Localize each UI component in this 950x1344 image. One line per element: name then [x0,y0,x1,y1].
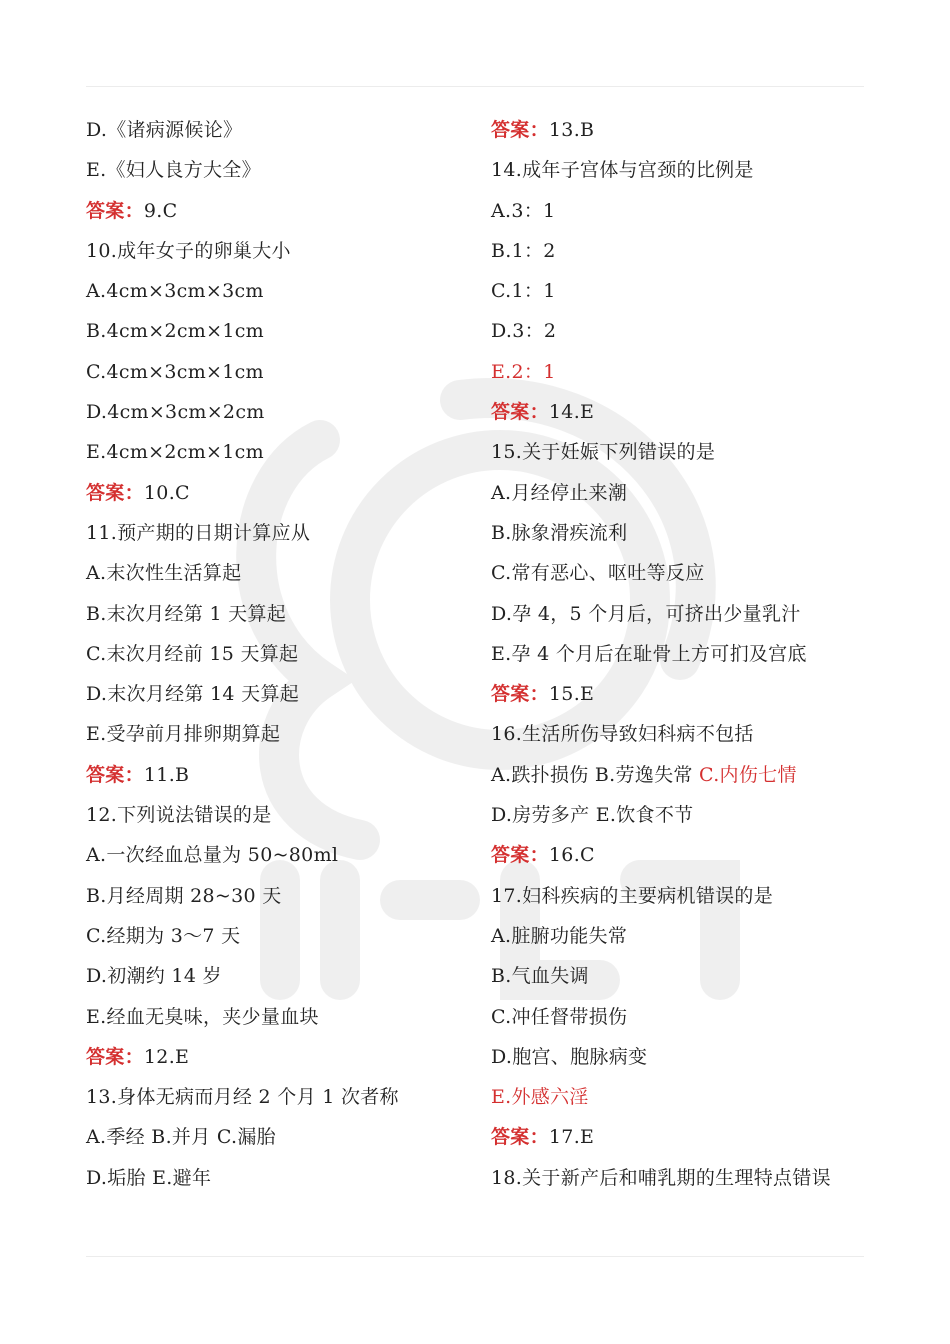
line-text: A.季经 B.并月 C.漏胎 [86,1126,276,1149]
question-line [86,1077,486,1117]
answer-value: 13.B [548,119,595,141]
bottom-divider [86,1256,864,1257]
line-text: B.脉象滑疾流利 [491,521,628,544]
question-line [491,352,871,392]
question-line [86,1117,486,1157]
line-text: D.3：2 [491,320,557,343]
question-line [491,795,871,835]
answer-label: 答案 [86,199,125,222]
line-text: A.末次性生活算起 [86,562,242,585]
line-text: D.4cm×3cm×2cm [86,401,265,424]
question-line [86,432,486,472]
line-text: D.初潮约 14 岁 [86,965,222,988]
question-line [491,956,871,996]
question-line [491,432,871,472]
question-line [86,674,486,714]
question-line [86,835,486,875]
answer-line [86,755,486,795]
line-text: B.1：2 [491,239,556,262]
left-column [86,110,486,1198]
line-text: 10.成年女子的卵巢大小 [86,239,291,262]
line-text: C.4cm×3cm×1cm [86,360,264,383]
answer-value: 16.C [548,844,595,867]
line-text: D.末次月经第 14 天算起 [86,683,300,706]
question-line [491,473,871,513]
answer-separator: ： [124,1045,144,1068]
correct-option-text: E.外感六淫 [491,1086,589,1109]
question-line [86,392,486,432]
answer-value: 17.E [548,1126,595,1149]
answer-label: 答案 [491,1126,530,1149]
correct-option-text: E.2：1 [491,360,556,383]
answer-label: 答案 [491,683,530,706]
line-text: B.末次月经第 1 天算起 [86,602,287,625]
line-text: A.4cm×3cm×3cm [86,280,264,303]
correct-option-text: C.内伤七情 [699,763,797,786]
question-line [491,513,871,553]
question-line [491,311,871,351]
answer-label: 答案 [491,119,530,141]
answer-line [491,392,871,432]
top-divider [86,86,864,87]
answer-separator: ： [124,481,144,504]
option-text: A.跌扑损伤 B.劳逸失常 [491,763,700,786]
question-line [491,150,871,190]
question-line [86,271,486,311]
line-text: C.常有恶心、呕吐等反应 [491,562,705,585]
line-text: 17.妇科疾病的主要病机错误的是 [491,884,774,907]
question-line [491,1077,871,1117]
line-text: 14.成年子宫体与宫颈的比例是 [491,159,754,182]
line-text: E.《妇人良方大全》 [86,159,261,182]
question-line [491,1158,871,1198]
line-text: B.气血失调 [491,965,589,988]
answer-value: 15.E [548,683,595,706]
answer-value: 9.C [143,199,178,222]
question-line [86,513,486,553]
answer-line [86,1037,486,1077]
answer-line [491,1117,871,1157]
line-text: E.4cm×2cm×1cm [86,441,264,464]
question-line [491,997,871,1037]
answer-line [86,473,486,513]
question-line [86,553,486,593]
line-text: E.经血无臭味，夹少量血块 [86,1005,319,1028]
question-line [86,150,486,190]
answer-label: 答案 [491,401,530,424]
line-text: 18.关于新产后和哺乳期的生理特点错误 [491,1166,831,1189]
line-text: D.房劳多产 E.饮食不节 [491,804,694,827]
question-line [86,997,486,1037]
line-text: C.末次月经前 15 天算起 [86,642,299,665]
answer-separator: ： [529,1126,549,1149]
line-text: 13.身体无病而月经 2 个月 1 次者称 [86,1086,399,1109]
line-text: D.胞宫、胞脉病变 [491,1045,648,1068]
answer-value: 10.C [143,481,190,504]
answer-label: 答案 [491,844,530,867]
question-line [86,956,486,996]
question-line [491,1037,871,1077]
line-text: C.冲任督带损伤 [491,1005,628,1028]
question-line [491,231,871,271]
line-text: 11.预产期的日期计算应从 [86,521,311,544]
question-line [491,553,871,593]
question-line [86,795,486,835]
line-text: D.孕 4，5 个月后，可挤出少量乳汁 [491,602,801,625]
question-line [491,634,871,674]
question-line [491,876,871,916]
question-line [491,755,871,795]
question-line [86,634,486,674]
question-line [86,714,486,754]
question-line [86,1158,486,1198]
answer-separator: ： [529,844,549,867]
line-text: A.3：1 [491,199,556,222]
answer-label: 答案 [86,1045,125,1068]
answer-line [86,191,486,231]
answer-line [491,110,871,150]
answer-value: 12.E [143,1045,190,1068]
question-line [86,231,486,271]
question-line [491,714,871,754]
line-text: E.孕 4 个月后在耻骨上方可扪及宫底 [491,642,807,665]
question-line [86,916,486,956]
question-line [491,271,871,311]
question-line [86,594,486,634]
question-line [491,191,871,231]
line-text: B.月经周期 28~30 天 [86,884,282,907]
line-text: A.月经停止来潮 [491,481,628,504]
line-text: C.经期为 3～7 天 [86,924,241,947]
question-line [86,352,486,392]
question-line [86,876,486,916]
answer-separator: ： [529,683,549,706]
answer-label: 答案 [86,763,125,786]
answer-value: 14.E [548,401,595,424]
line-text: D.《诸病源候论》 [86,119,243,141]
answer-separator: ： [124,199,144,222]
answer-separator: ： [529,401,549,424]
answer-line [491,835,871,875]
line-text: A.脏腑功能失常 [491,924,628,947]
right-column [491,110,871,1198]
line-text: E.受孕前月排卵期算起 [86,723,281,746]
answer-separator: ： [124,763,144,786]
question-line [491,594,871,634]
answer-value: 11.B [143,763,190,786]
line-text: 12.下列说法错误的是 [86,804,272,827]
line-text: 15.关于妊娠下列错误的是 [491,441,716,464]
line-text: B.4cm×2cm×1cm [86,320,264,343]
question-line [491,916,871,956]
answer-line [491,674,871,714]
line-text: 16.生活所伤导致妇科病不包括 [491,723,754,746]
answer-separator: ： [529,119,549,141]
question-line [86,110,486,150]
question-line [86,311,486,351]
answer-label: 答案 [86,481,125,504]
line-text: C.1：1 [491,280,556,303]
line-text: A.一次经血总量为 50~80ml [86,844,339,867]
line-text: D.垢胎 E.避年 [86,1166,212,1189]
